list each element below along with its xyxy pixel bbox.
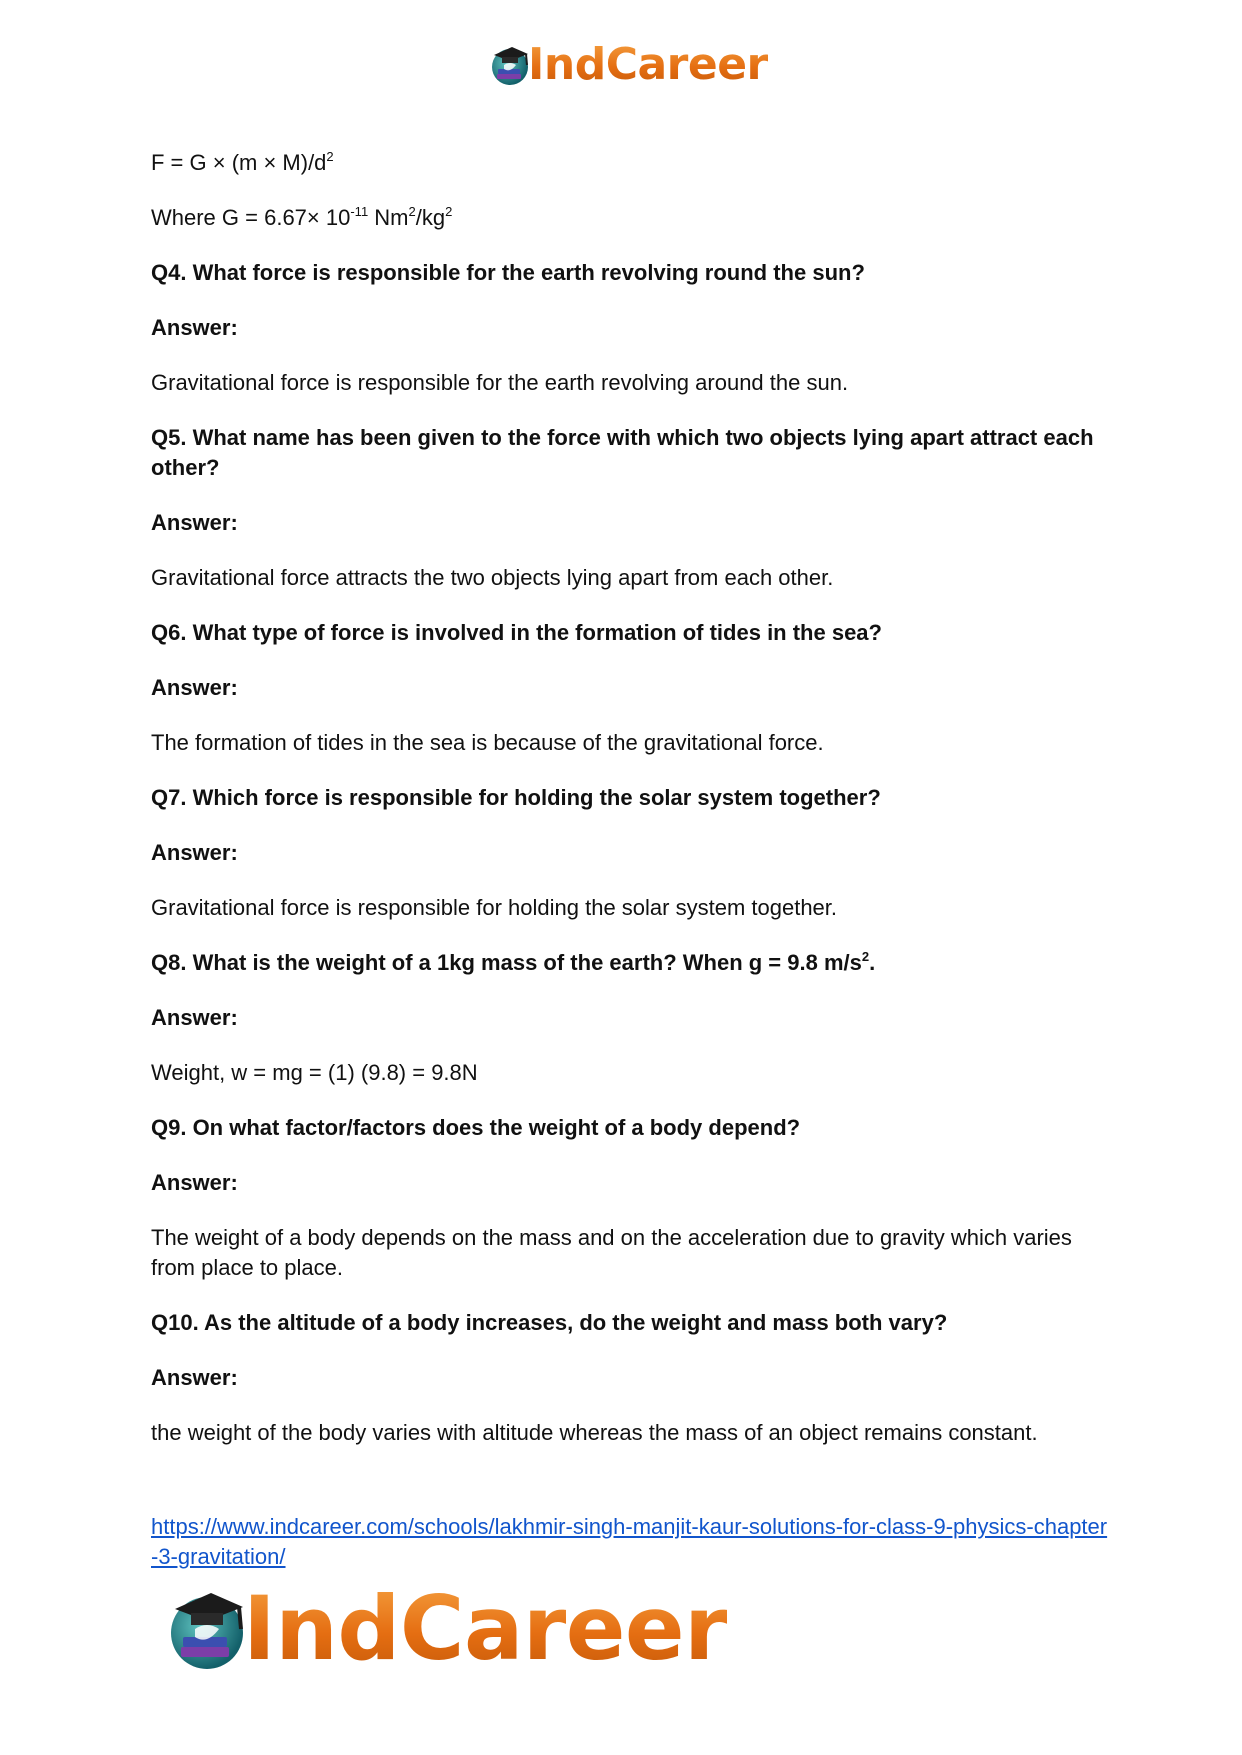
question-4: Q4. What force is responsible for the earth revolving round the sun? — [151, 260, 865, 285]
question-8: Q8. What is the weight of a 1kg mass of the earth? When g = 9.8 $m/s^2$. — [151, 948, 876, 975]
document-body — [151, 148, 1111, 1473]
header-logo — [488, 39, 768, 90]
answer-label: Answer: — [151, 675, 238, 700]
answer-7: Gravitational force is responsible for holding the solar system together. — [151, 895, 838, 920]
answer-5: Gravitational force attracts the two objects lying apart from each other. — [151, 565, 834, 590]
graduation-cap-logo-icon — [488, 43, 532, 87]
source-link[interactable]: https://www.indcareer.com/schools/lakhmir-singh-manjit-kaur-solutions-for-class-9-physics-chapter-3-gravitation/ — [151, 1514, 1108, 1569]
brand-name: IndCareer — [528, 39, 768, 90]
answer-label: Answer: — [151, 315, 238, 340]
answer-8: Weight, w = mg = (1) (9.8) = 9.8N — [151, 1060, 478, 1085]
answer-6: The formation of tides in the sea is because of the gravitational force. — [151, 730, 824, 755]
brand-name: IndCareer — [243, 1577, 728, 1680]
answer-label: Answer: — [151, 840, 238, 865]
answer-10: the weight of the body varies with altitude whereas the mass of an object remains constant. — [151, 1420, 1038, 1445]
answer-label: Answer: — [151, 1170, 238, 1195]
answer-label: Answer: — [151, 510, 238, 535]
question-5: Q5. What name has been given to the force with which two objects lying apart attract each other? — [151, 425, 1094, 480]
question-7: Q7. Which force is responsible for holding the solar system together? — [151, 785, 881, 810]
formula-line: $F = G \times (m \times M)/d^2$ — [151, 148, 334, 175]
answer-label: Answer: — [151, 1005, 238, 1030]
source-link-block — [151, 1512, 1111, 1572]
question-6: Q6. What type of force is involved in the formation of tides in the sea? — [151, 620, 882, 645]
question-9: Q9. On what factor/factors does the weight of a body depend? — [151, 1115, 801, 1140]
graduation-cap-logo-icon — [163, 1585, 251, 1673]
answer-4: Gravitational force is responsible for the earth revolving around the sun. — [151, 370, 849, 395]
footer-logo — [163, 1577, 728, 1680]
answer-label: Answer: — [151, 1365, 238, 1390]
answer-9: The weight of a body depends on the mass and on the acceleration due to gravity which varies from place to place. — [151, 1225, 1072, 1280]
constant-line: Where $G = 6.67\times 10^{-11}$ $Nm^2/kg^2$ — [151, 203, 453, 230]
question-10: Q10. As the altitude of a body increases, do the weight and mass both vary? — [151, 1310, 948, 1335]
